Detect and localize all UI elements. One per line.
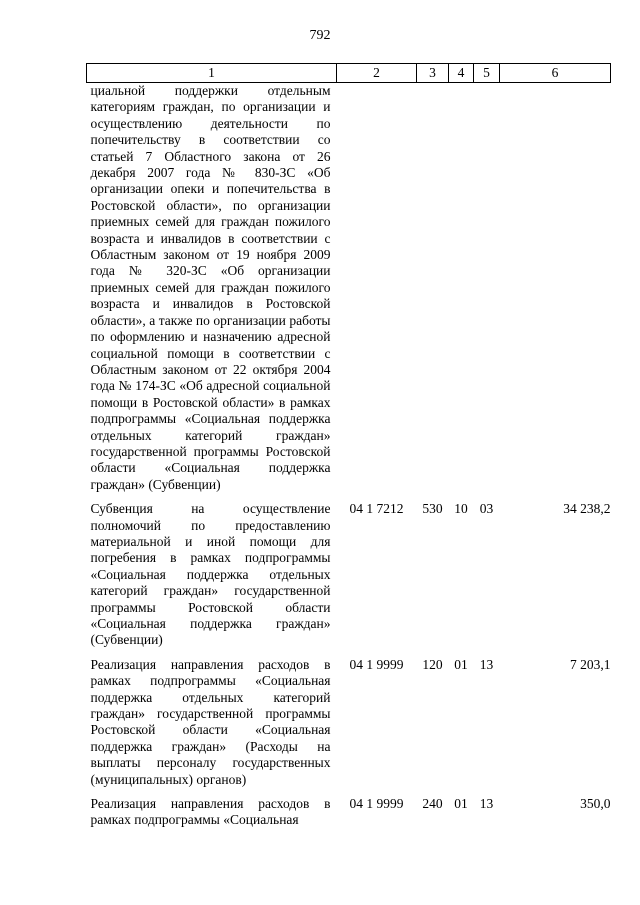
header-col-5: 5 — [474, 64, 500, 83]
budget-table — [86, 63, 611, 837]
row-vid — [417, 83, 449, 502]
row-description: циальной поддержки отдельным категориям граждан, по организации и осуществлению деятельности по попечительству в соответствии со статьей 7 Областного закона от 26 декабря 2007 года № 830-ЗС «Об организации опеки и попечительства в Ростовской области», по организации приемных семей для граждан пожилого возраста и инвалидов в соответствии с Областным законом от 19 ноября 2009 года № 320-ЗС «Об организации приемных семей для граждан пожилого возраста и инвалидов в Ростовской области», а также по организации работы по оформлению и назначению адресной социальной помощи в соответствии с Областным законом от 22 октября 2004 года № 174-ЗС «Об адресной социальной помощи в Ростовской области» в рамках подпрограммы «Социальная поддержка отдельных категорий граждан» государственной программы Ростовской области «Социальная поддержка граждан» (Субвенции) — [90, 83, 331, 492]
header-col-4: 4 — [449, 64, 474, 83]
row-sum: 350,0 — [580, 796, 611, 812]
row-vid: 240 — [422, 796, 443, 812]
row-pr: 13 — [479, 656, 494, 672]
table-row — [87, 501, 611, 657]
row-rz: 10 — [454, 501, 468, 517]
table-row — [87, 83, 611, 502]
row-code: 04 1 9999 — [349, 656, 404, 672]
row-vid: 530 — [422, 501, 443, 517]
row-description: Реализация направления расходов в рамках подпрограммы «Социальная поддержка отдельных категорий граждан» государственной программы Ростовской области «Социальная поддержка граждан» (Расходы на выплаты персоналу государственных (муниципальных) органов) — [90, 656, 331, 787]
table-header-row — [87, 64, 611, 83]
row-code — [337, 83, 417, 502]
row-pr: 13 — [479, 796, 494, 812]
row-vid: 120 — [422, 656, 443, 672]
header-col-6: 6 — [500, 64, 611, 83]
row-rz: 01 — [454, 656, 468, 672]
header-col-1: 1 — [87, 64, 337, 83]
header-col-2: 2 — [337, 64, 417, 83]
row-pr: 03 — [479, 501, 494, 517]
row-description: Субвенция на осуществление полномочий по предоставлению материальной и иной помощи для погребения в рамках подпрограммы «Социальная поддержка отдельных категорий граждан» государственной программы Ростовской области «Социальная поддержка граждан» (Субвенции) — [90, 501, 331, 648]
header-col-3: 3 — [417, 64, 449, 83]
row-code: 04 1 9999 — [349, 796, 404, 812]
row-rz: 01 — [454, 796, 468, 812]
table-row — [87, 796, 611, 837]
row-rz — [449, 83, 474, 502]
row-sum — [500, 83, 611, 502]
table-row — [87, 657, 611, 796]
row-code: 04 1 7212 — [349, 501, 404, 517]
row-sum: 7 203,1 — [570, 656, 611, 672]
page-number: 792 — [309, 28, 331, 43]
row-sum: 34 238,2 — [563, 501, 611, 517]
row-description: Реализация направления расходов в рамках подпрограммы «Социальная — [90, 796, 331, 828]
row-pr — [474, 83, 500, 502]
